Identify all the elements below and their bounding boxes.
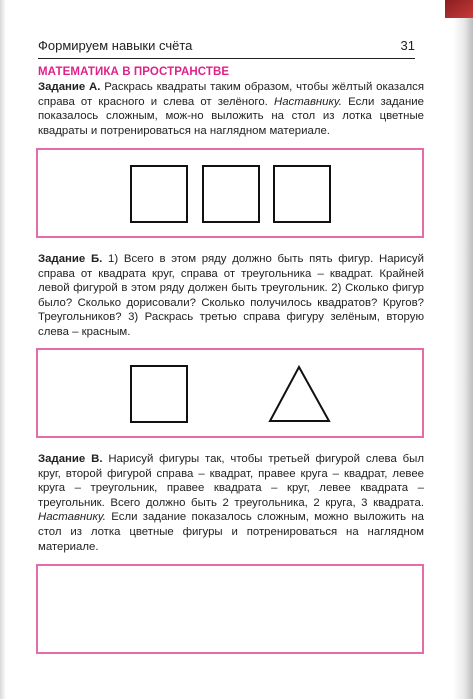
task-v-mentor-label: Наставнику.	[38, 511, 106, 524]
square-left[interactable]	[130, 165, 188, 223]
page-header	[38, 38, 415, 59]
task-b-body: 1) Всего в этом ряду должно быть пять фигур. Нарисуй справа от квадрата круг, справа от треугольника – квадрат. Крайней левой фигурой в этом ряду должен быть треугольник. 2) Сколько фигур было? Сколько дорисовали? Сколько получилось квадратов? Кругов? Треугольников? 3) Раскрась третью справа фигуру зелёным, вторую слева – красным.	[38, 253, 424, 338]
task-a-mentor-text: Если задание показалось сложным, мож-но выложить на стол из лотка цветные квадраты и потренироваться на наглядном материале.	[38, 95, 424, 137]
task-v-label: Задание В.	[38, 453, 103, 465]
task-a-label: Задание А.	[38, 81, 101, 93]
task-b-frame	[36, 348, 424, 438]
task-b-square[interactable]	[130, 365, 188, 423]
task-b-text	[38, 252, 424, 340]
task-a-body: Раскрась квадраты таким образом, чтобы жёлтый оказался справа от красного и слева от зелёного.	[38, 81, 425, 108]
book-cover-corner	[445, 0, 473, 18]
task-b-triangle[interactable]	[268, 364, 332, 424]
task-a-frame	[36, 148, 424, 238]
task-v-body: Нарисуй фигуры так, чтобы третьей фигурой слева был круг, второй фигурой справа – квадрат, правее круга – квадрат, левее круга – треугольник, правее квадрата – круг, левее квадрата – треугольник. Всего должно быть 2 треугольника, 2 круга, 3 квадрата.	[38, 453, 424, 509]
square-right[interactable]	[273, 165, 331, 223]
task-b-label: Задание Б.	[38, 253, 103, 265]
task-v-text	[38, 452, 424, 554]
task-v-drawing-area[interactable]	[36, 564, 424, 654]
task-a-text	[38, 80, 424, 138]
square-middle[interactable]	[202, 165, 260, 223]
page-right-edge	[453, 0, 473, 699]
task-v-mentor-text: Если задание показалось сложным, можно выложить на стол из лотка цветные фигуры и потренироваться на наглядном материале.	[38, 511, 424, 553]
page-number: 31	[400, 38, 415, 53]
header-title: Формируем навыки счёта	[38, 38, 193, 53]
section-title: МАТЕМАТИКА В ПРОСТРАНСТВЕ	[38, 66, 230, 78]
page-left-edge	[0, 0, 6, 699]
task-a-mentor-label: Наставнику.	[274, 95, 342, 108]
